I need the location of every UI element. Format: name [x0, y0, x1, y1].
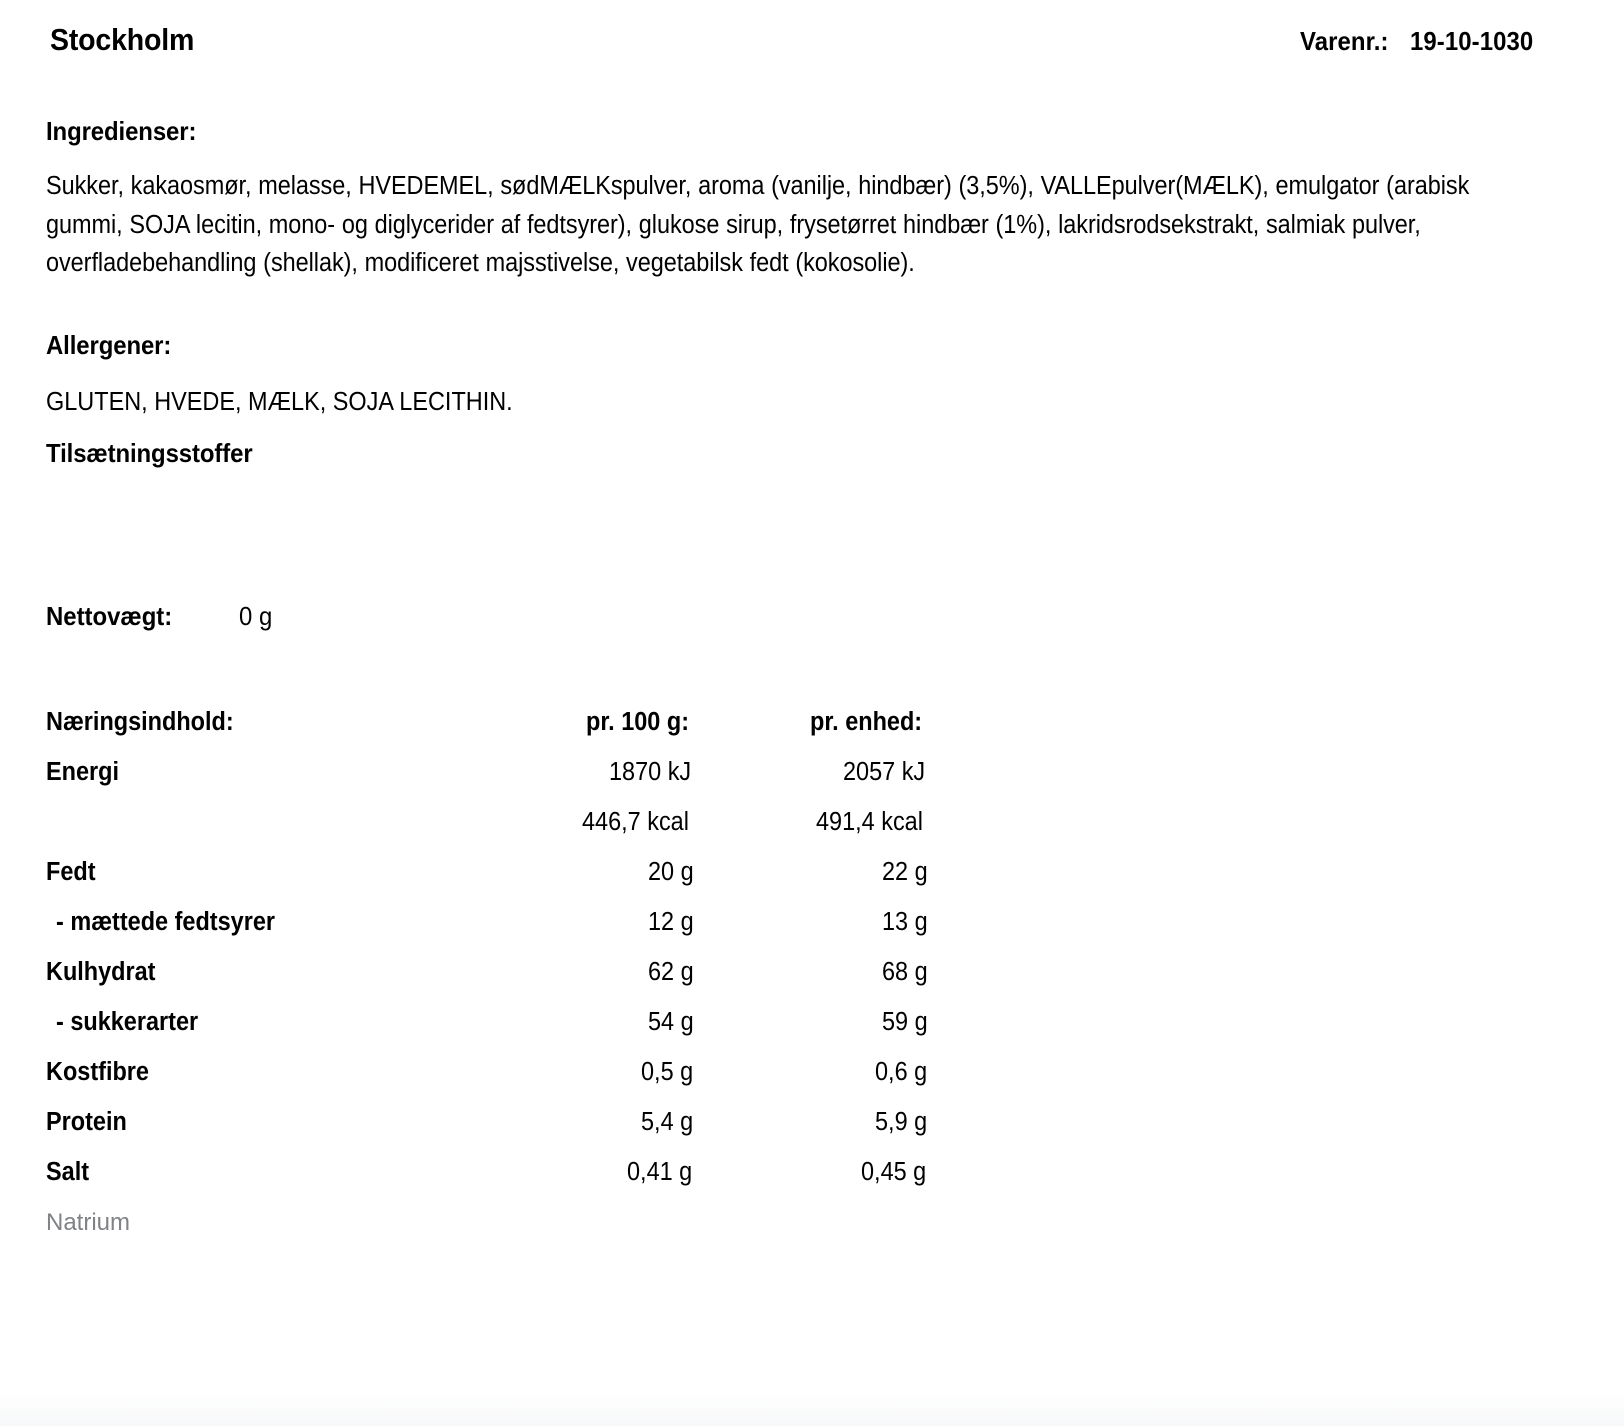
- nutrition-row-per-unit: [698, 808, 932, 858]
- nutrition-row-per-100g-text: 12 g: [648, 908, 695, 936]
- allergens-body: [46, 383, 553, 421]
- nutrition-col1-header: pr. 100 g:: [586, 708, 690, 736]
- nutrition-row-per-unit-text: 68 g: [882, 958, 929, 986]
- allergens-text: GLUTEN, HVEDE, MÆLK, SOJA LECITHIN.: [46, 388, 513, 416]
- net-weight-row: [46, 601, 275, 632]
- ingredients-heading-label: Ingredienser:: [46, 116, 197, 146]
- table-row: [46, 908, 932, 958]
- nutrition-col2-header: pr. enhed:: [810, 708, 923, 736]
- page-bottom-fade: [0, 1390, 1624, 1426]
- nutrition-row-per-100g: [506, 1158, 698, 1208]
- nutrition-row-per-100g: [506, 908, 698, 958]
- nutrition-row-per-100g-text: 62 g: [648, 958, 695, 986]
- page-title: [50, 22, 207, 58]
- nutrition-row-label: [46, 908, 506, 958]
- nutrition-table-header-row: [46, 708, 932, 758]
- nutrition-row-per-100g: [506, 758, 698, 808]
- nutrition-row-per-unit: [698, 758, 932, 808]
- nutrition-row-per-unit: [698, 1058, 932, 1108]
- nutrition-row-label: [46, 1108, 506, 1158]
- nutrition-row-per-unit-text: 59 g: [882, 1008, 929, 1036]
- ingredients-text: Sukker, kakaosmør, melasse, HVEDEMEL, sødMÆLKspulver, aroma (vanilje, hindbær) (3,5%), VALLEpulver(MÆLK), emulgator (arabisk gummi, SOJA lecitin, mono- og diglycerider af fedtsyrer), glukose sirup, frysetørret hindbær (1%), lakridsrodsekstrakt, salmiak pulver, overfladebehandling (shellak), modificeret majsstivelse, vegetabilsk fedt (kokosolie).: [46, 172, 1470, 277]
- allergens-heading: [46, 330, 182, 361]
- table-row: [46, 1108, 932, 1158]
- nutrition-row-per-100g: [506, 1058, 698, 1108]
- nutrition-table: [46, 708, 932, 1258]
- nutrition-row-label-text: Natrium: [46, 1209, 131, 1236]
- nutrition-row-label-text: Energi: [46, 758, 120, 786]
- nutrition-row-per-unit-text: 491,4 kcal: [815, 808, 923, 836]
- nutrition-row-label-text: Protein: [46, 1108, 127, 1136]
- nutrition-row-per-100g-text: 5,4 g: [641, 1108, 694, 1136]
- nutrition-row-label: [46, 1158, 506, 1208]
- nutrition-row-per-unit: [698, 1108, 932, 1158]
- nutrition-row-per-100g: [506, 808, 698, 858]
- nutrition-row-per-unit-text: 13 g: [882, 908, 929, 936]
- nutrition-row-label: [46, 1008, 506, 1058]
- ingredients-heading: [46, 116, 209, 147]
- item-number-value: 19-10-1030: [1410, 26, 1534, 56]
- net-weight-label: Nettovægt:: [46, 601, 173, 631]
- nutrition-row-label-text: Salt: [46, 1158, 90, 1186]
- nutrition-row-per-unit-text: 22 g: [882, 858, 929, 886]
- nutrition-row-per-unit: [698, 858, 932, 908]
- nutrition-row-per-100g: [506, 1108, 698, 1158]
- additives-heading: [46, 438, 271, 469]
- nutrition-row-per-unit-text: 5,9 g: [875, 1108, 928, 1136]
- nutrition-row-per-100g: [506, 1208, 698, 1258]
- ingredients-body: [46, 167, 1546, 283]
- product-name: Stockholm: [50, 22, 195, 57]
- page-header: [50, 22, 1544, 70]
- nutrition-row-per-100g: [506, 858, 698, 908]
- nutrition-row-label-text: Kostfibre: [46, 1058, 149, 1086]
- nutrition-row-label-text: - mættede fedtsyrer: [56, 908, 276, 936]
- nutrition-table-wrapper: [46, 708, 932, 1258]
- table-row: [46, 958, 932, 1008]
- table-row: [46, 858, 932, 908]
- net-weight-value: 0 g: [239, 601, 273, 631]
- item-number: [1300, 26, 1544, 57]
- table-row: [46, 1208, 932, 1258]
- nutrition-row-per-unit-text: 0,45 g: [861, 1158, 927, 1186]
- table-row: [46, 808, 932, 858]
- nutrition-row-per-unit-text: 0,6 g: [875, 1058, 928, 1086]
- table-row: [46, 1158, 932, 1208]
- nutrition-row-label: [46, 1208, 506, 1258]
- nutrition-row-per-100g-text: 20 g: [648, 858, 695, 886]
- nutrition-row-label: [46, 858, 506, 908]
- nutrition-row-per-unit: [698, 1158, 932, 1208]
- nutrition-row-per-100g: [506, 1008, 698, 1058]
- nutrition-row-label: [46, 1058, 506, 1108]
- table-row: [46, 1058, 932, 1108]
- nutrition-row-label-text: Fedt: [46, 858, 96, 886]
- nutrition-row-per-100g-text: 54 g: [648, 1008, 695, 1036]
- nutrition-row-per-100g: [506, 958, 698, 1008]
- nutrition-table-body: [46, 758, 932, 1258]
- nutrition-row-per-unit: [698, 1208, 932, 1258]
- nutrition-row-label: [46, 758, 506, 808]
- item-number-label: Varenr.:: [1299, 26, 1389, 56]
- nutrition-row-per-100g-text: 0,41 g: [627, 1158, 693, 1186]
- nutrition-row-label: [46, 958, 506, 1008]
- additives-heading-label: Tilsætningsstoffer: [46, 438, 253, 468]
- nutrition-row-per-100g-text: 1870 kJ: [608, 758, 691, 786]
- nutrition-row-per-unit: [698, 1008, 932, 1058]
- nutrition-row-label-text: Kulhydrat: [46, 958, 156, 986]
- nutrition-row-per-100g-text: 446,7 kcal: [581, 808, 689, 836]
- nutrition-row-per-100g-text: 0,5 g: [641, 1058, 694, 1086]
- nutrition-row-per-unit: [698, 958, 932, 1008]
- table-row: [46, 1008, 932, 1058]
- table-row: [46, 758, 932, 808]
- nutrition-row-label: [46, 808, 506, 858]
- nutrition-row-label-text: - sukkerarter: [56, 1008, 199, 1036]
- nutrition-heading: Næringsindhold:: [46, 708, 234, 736]
- nutrition-row-per-unit: [698, 908, 932, 958]
- nutrition-row-per-unit-text: 2057 kJ: [842, 758, 925, 786]
- allergens-heading-label: Allergener:: [46, 330, 172, 360]
